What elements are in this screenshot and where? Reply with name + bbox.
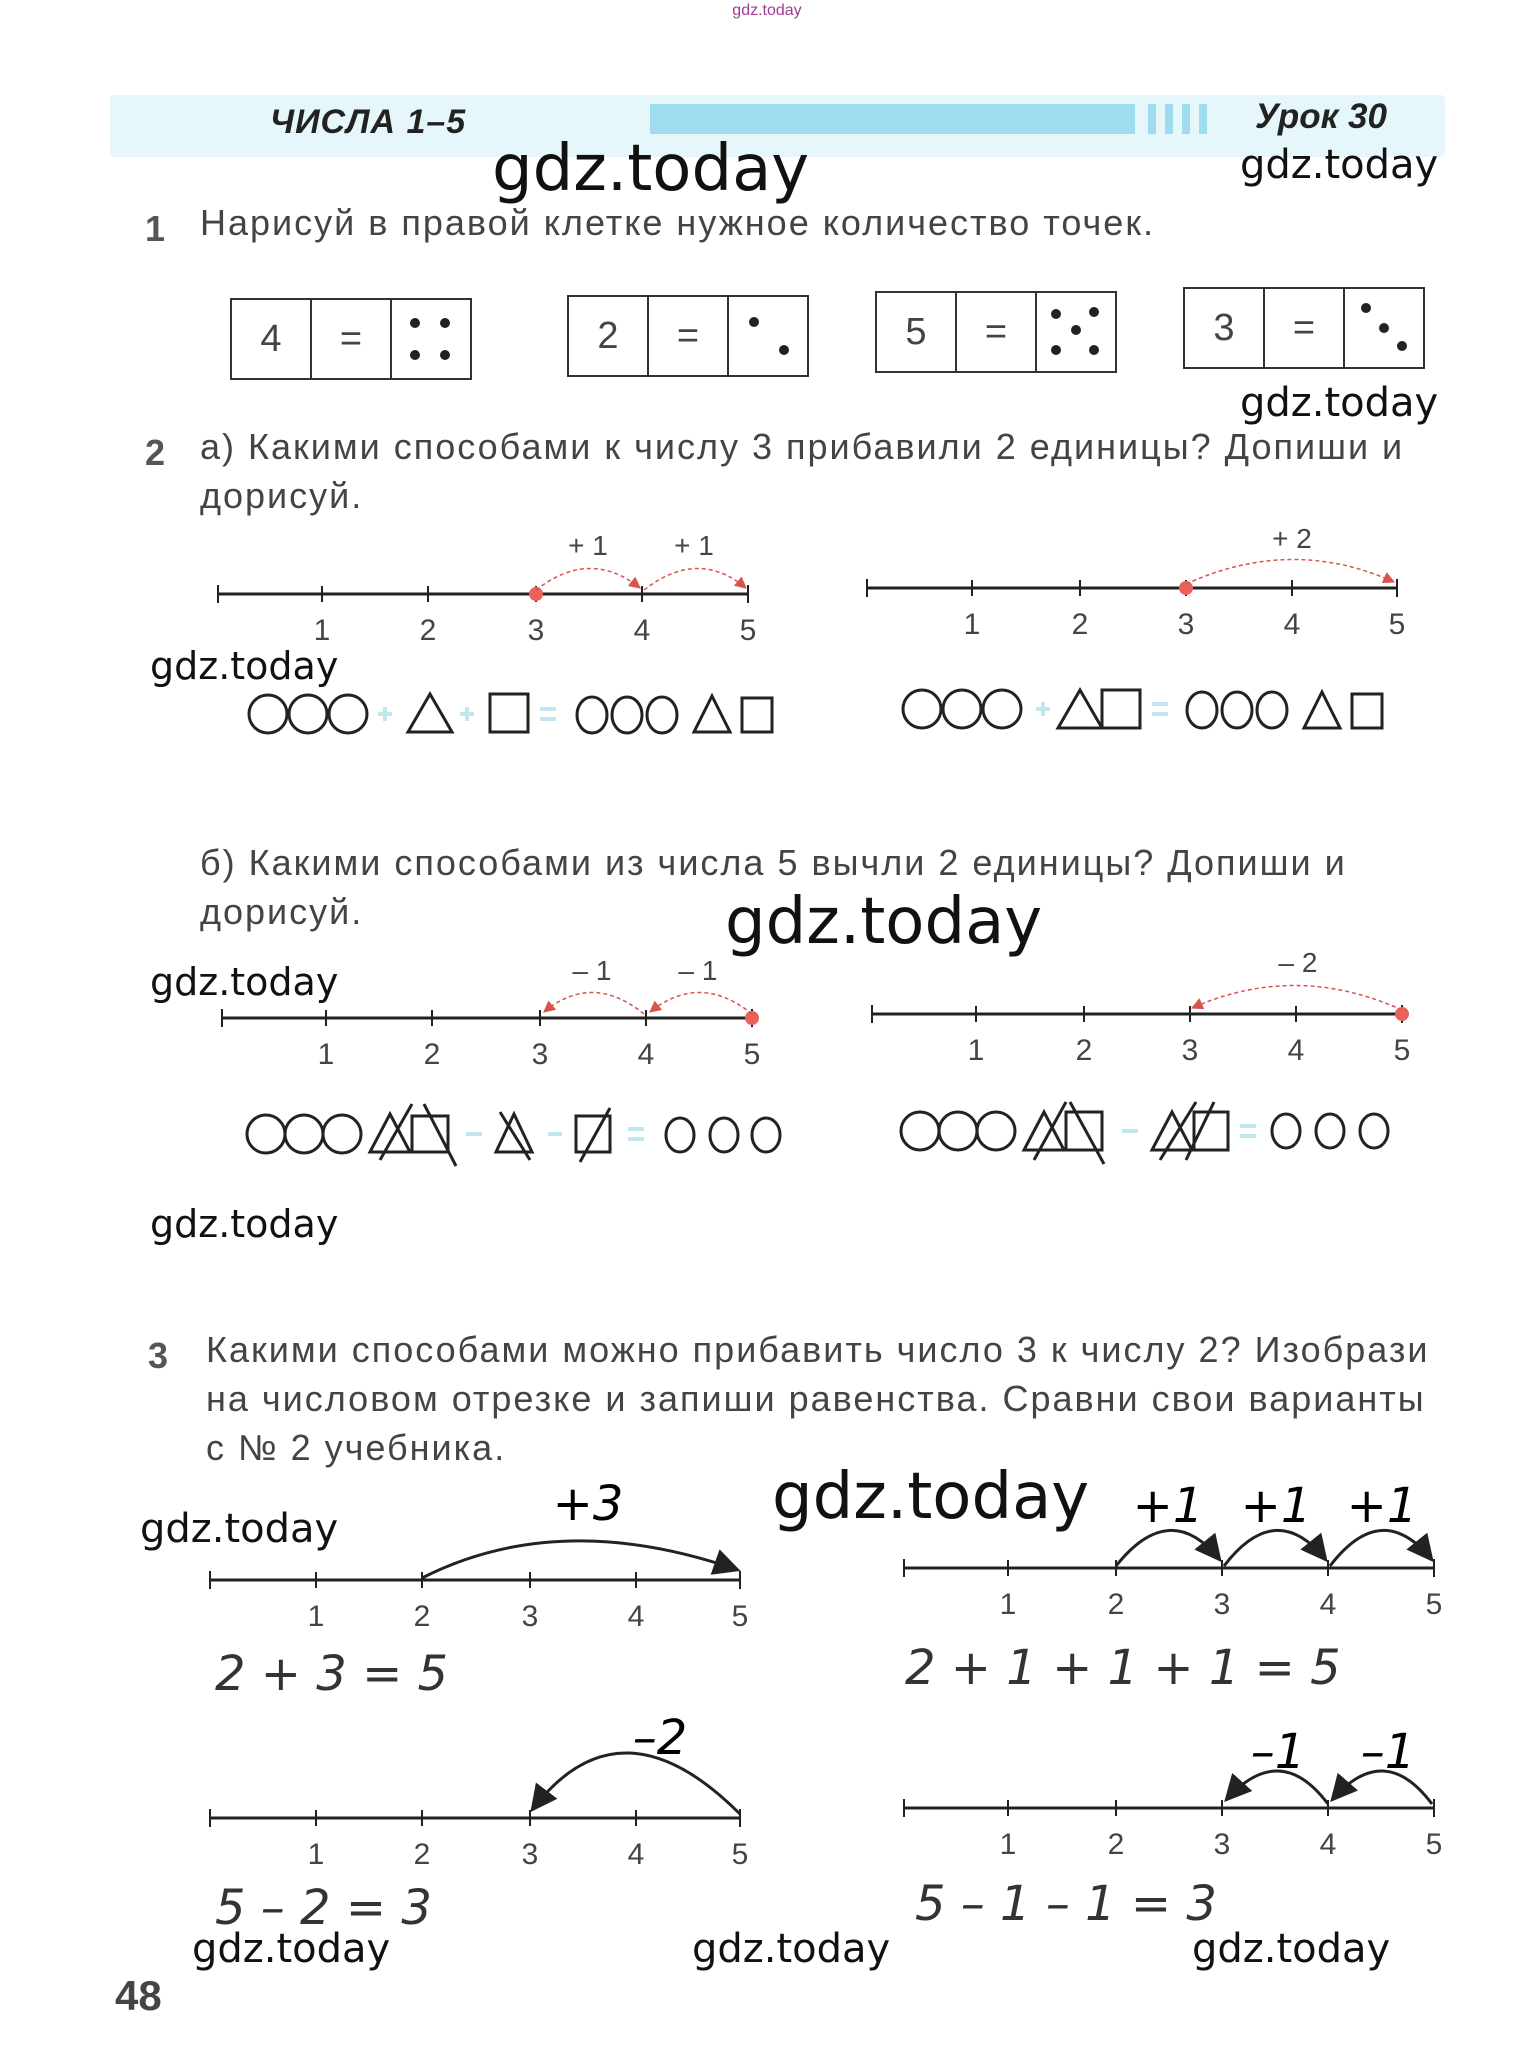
- jump-label: + 2: [1272, 523, 1312, 554]
- watermark: gdz.today: [1192, 1926, 1391, 1972]
- tick-label: 3: [1213, 1828, 1231, 1861]
- number-line-3-bottom-left: [210, 1710, 748, 1871]
- tick-label: 4: [627, 1838, 645, 1871]
- circle-shape: [977, 1112, 1015, 1150]
- number-line-2a-left: [218, 530, 756, 647]
- box-number: 5: [877, 293, 957, 371]
- box-number: 2: [569, 297, 649, 375]
- circle-shape: [1257, 692, 1287, 728]
- task-1-text: Нарисуй в правой клетке нужное количество точек.: [200, 202, 1156, 243]
- tick-label: 1: [999, 1828, 1017, 1861]
- square-shape: [576, 1116, 610, 1152]
- tick-label: 5: [1388, 608, 1406, 641]
- number-line-2b-left: [222, 955, 760, 1071]
- jump-label: – 2: [1278, 947, 1318, 978]
- jump-label: +1: [1240, 1478, 1312, 1534]
- signs-2b-left: [466, 1129, 644, 1139]
- circle-shape: [1272, 1114, 1300, 1148]
- number-line-2b-right: [872, 947, 1410, 1067]
- equation-2: 2 + 1 + 1 + 1 = 5: [905, 1640, 1341, 1696]
- watermark: gdz.today: [150, 960, 339, 1004]
- jump-label: – 1: [572, 955, 612, 986]
- tick-label: 2: [1075, 1034, 1093, 1067]
- square-shape: [412, 1116, 448, 1152]
- shapes-2b-left: [247, 1104, 780, 1166]
- watermark: gdz.today: [1240, 142, 1439, 188]
- tick-label: 2: [1071, 608, 1089, 641]
- jump-label: +1: [1132, 1478, 1204, 1534]
- circle-shape: [752, 1118, 780, 1152]
- equation-1: 2 + 3 = 5: [215, 1646, 449, 1702]
- circle-shape: [710, 1118, 738, 1152]
- tick-label: 1: [967, 1034, 985, 1067]
- square-shape: [1102, 690, 1140, 728]
- task-2a-text: а) Какими способами к числу 3 прибавили 2 единицы? Допиши и дорисуй.: [200, 426, 1405, 516]
- jump-arrow: [644, 568, 746, 590]
- square-shape: [742, 698, 772, 732]
- start-point: [1395, 1007, 1409, 1021]
- circle-shape: [943, 690, 981, 728]
- circle-shape: [647, 697, 677, 733]
- triangle-shape: [408, 694, 452, 732]
- tick-label: 3: [1177, 608, 1195, 641]
- jump-label: –2: [632, 1710, 688, 1766]
- jump-label: + 1: [568, 530, 608, 561]
- tick-label: 2: [419, 614, 437, 647]
- jump-label: –1: [1360, 1724, 1416, 1780]
- watermark: gdz.today: [725, 885, 1043, 959]
- box-equals: =: [957, 293, 1037, 371]
- task-1-number: 1: [145, 208, 166, 249]
- tick-label: 4: [627, 1600, 645, 1633]
- circle-shape: [666, 1118, 694, 1152]
- tick-label: 1: [307, 1600, 325, 1633]
- tick-label: 5: [1425, 1588, 1443, 1621]
- tick-label: 3: [521, 1600, 539, 1633]
- task-2b-text: б) Какими способами из числа 5 вычли 2 единицы? Допиши и дорисуй.: [200, 842, 1347, 932]
- tick-label: 5: [743, 1038, 761, 1071]
- watermark: gdz.today: [140, 1506, 339, 1552]
- tick-label: 4: [633, 614, 651, 647]
- jump-arrow: [1330, 1530, 1432, 1566]
- task-3-text: Какими способами можно прибавить число 3 к числу 2? Изобрази на числовом отрезке и запиши равенства. Сравни свои варианты с № 2 учебника.: [206, 1329, 1430, 1468]
- circle-shape: [247, 1115, 285, 1153]
- task-3-number: 3: [148, 1335, 169, 1376]
- watermark: gdz.today: [772, 1460, 1090, 1534]
- jump-arrow: [544, 992, 644, 1014]
- tick-label: 5: [731, 1600, 749, 1633]
- tick-label: 3: [521, 1838, 539, 1871]
- lesson-number: Урок 30: [1255, 97, 1387, 136]
- signs-2b-right: [1122, 1126, 1256, 1136]
- box-number: 4: [232, 300, 312, 378]
- tick-label: 1: [307, 1838, 325, 1871]
- start-point: [1179, 581, 1193, 595]
- tick-label: 3: [527, 614, 545, 647]
- box-equals: =: [649, 297, 729, 375]
- number-line-2a-right: [867, 523, 1405, 641]
- jump-label: – 1: [678, 955, 718, 986]
- number-line-3-top-right: [904, 1478, 1442, 1621]
- circle-shape: [577, 697, 607, 733]
- watermark: gdz.today: [192, 1926, 391, 1972]
- section-title: ЧИСЛА 1–5: [270, 103, 467, 141]
- shapes-2a-left: [249, 694, 772, 733]
- circle-shape: [329, 695, 367, 733]
- equation-3: 5 – 2 = 3: [215, 1880, 432, 1936]
- box-equals: =: [1265, 289, 1345, 367]
- circle-shape: [1316, 1114, 1344, 1148]
- tick-label: 1: [317, 1038, 335, 1071]
- number-line-3-bottom-right: [904, 1724, 1442, 1861]
- equation-4: 5 – 1 – 1 = 3: [915, 1876, 1217, 1932]
- circle-shape: [612, 697, 642, 733]
- tick-label: 2: [413, 1838, 431, 1871]
- circle-shape: [1222, 692, 1252, 728]
- tick-label: 5: [731, 1838, 749, 1871]
- square-shape: [1352, 694, 1382, 728]
- task-2-number: 2: [145, 432, 166, 473]
- tick-label: 1: [999, 1588, 1017, 1621]
- circle-shape: [983, 690, 1021, 728]
- box-number: 3: [1185, 289, 1265, 367]
- circle-shape: [323, 1115, 361, 1153]
- tick-label: 2: [1107, 1588, 1125, 1621]
- tick-label: 2: [413, 1600, 431, 1633]
- shapes-2b-right: [901, 1102, 1388, 1164]
- watermark: gdz.today: [692, 1926, 891, 1972]
- tick-label: 3: [1213, 1588, 1231, 1621]
- triangle-shape: [1304, 692, 1340, 728]
- watermark: gdz.today: [150, 644, 339, 688]
- jump-arrow: [1224, 1530, 1326, 1566]
- circle-shape: [249, 695, 287, 733]
- jump-label: –1: [1250, 1724, 1306, 1780]
- tick-label: 2: [423, 1038, 441, 1071]
- watermark: gdz.today: [150, 1202, 339, 1246]
- jump-arrow: [650, 992, 752, 1014]
- tick-label: 4: [1287, 1034, 1305, 1067]
- tick-label: 5: [1425, 1828, 1443, 1861]
- jump-label: +1: [1346, 1478, 1418, 1534]
- circle-shape: [901, 1112, 939, 1150]
- triangle-shape: [1058, 690, 1102, 728]
- tick-label: 3: [1181, 1034, 1199, 1067]
- triangle-shape: [694, 696, 730, 732]
- circle-shape: [903, 690, 941, 728]
- circle-shape: [1360, 1114, 1388, 1148]
- tick-label: 1: [313, 614, 331, 647]
- tick-label: 5: [1393, 1034, 1411, 1067]
- top-watermark: gdz.today: [732, 2, 802, 19]
- page-number: 48: [115, 1972, 162, 2019]
- tick-label: 4: [637, 1038, 655, 1071]
- tick-label: 5: [739, 614, 757, 647]
- tick-label: 1: [963, 608, 981, 641]
- circle-shape: [289, 695, 327, 733]
- tick-label: 4: [1319, 1588, 1337, 1621]
- box-equals: =: [312, 300, 392, 378]
- jump-label: + 1: [674, 530, 714, 561]
- jump-label: +3: [552, 1476, 624, 1532]
- watermark: gdz.today: [1240, 380, 1439, 426]
- jump-arrow: [1186, 559, 1394, 584]
- watermark: gdz.today: [492, 132, 810, 206]
- tick-label: 4: [1283, 608, 1301, 641]
- jump-arrow: [1116, 1530, 1220, 1566]
- circle-shape: [939, 1112, 977, 1150]
- tick-label: 4: [1319, 1828, 1337, 1861]
- jump-arrow: [422, 1541, 738, 1578]
- square-shape: [490, 694, 528, 732]
- tick-label: 3: [531, 1038, 549, 1071]
- tick-label: 2: [1107, 1828, 1125, 1861]
- number-line-3-top-left: [210, 1476, 748, 1633]
- square-shape: [1066, 1112, 1102, 1150]
- circle-shape: [285, 1115, 323, 1153]
- circle-shape: [1187, 692, 1217, 728]
- strike-line: [424, 1104, 456, 1166]
- jump-arrow: [536, 568, 640, 590]
- shapes-2a-right: [903, 690, 1382, 728]
